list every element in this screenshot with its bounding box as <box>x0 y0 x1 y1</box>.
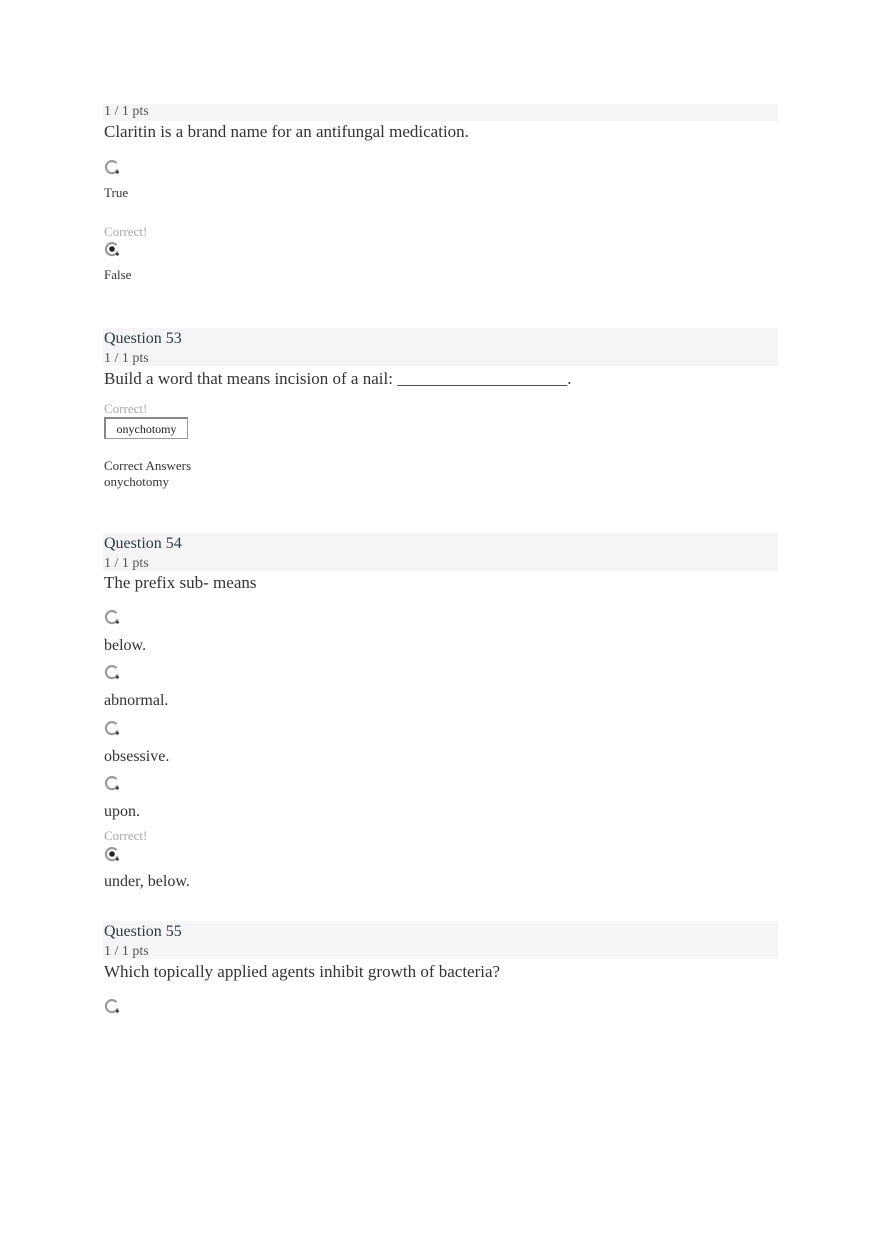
question-text: Which topically applied agents inhibit growth of bacteria? <box>104 962 501 981</box>
question-points: 1 / 1 pts <box>104 104 149 119</box>
question-title: Question 54 <box>104 535 182 552</box>
question-points: 1 / 1 pts <box>104 556 149 571</box>
question-text: Claritin is a brand name for an antifungal medication. <box>104 122 469 141</box>
radio-unselected-icon[interactable] <box>104 609 120 625</box>
question-text: Build a word that means incision of a nail: ____________________. <box>104 369 572 388</box>
radio-unselected-icon[interactable] <box>104 664 120 680</box>
answer-option: abnormal. <box>104 692 169 709</box>
radio-unselected-icon[interactable] <box>104 998 120 1014</box>
correct-label: Correct! <box>104 224 148 239</box>
question-points: 1 / 1 pts <box>104 351 149 366</box>
question-header <box>103 104 778 121</box>
answer-option: obsessive. <box>104 748 170 765</box>
question-header <box>103 921 778 959</box>
answer-option: upon. <box>104 803 140 820</box>
radio-unselected-icon[interactable] <box>104 720 120 736</box>
question-points: 1 / 1 pts <box>104 944 149 959</box>
answer-input[interactable]: onychotomy <box>104 417 188 439</box>
correct-answers-label: Correct Answers <box>104 458 192 473</box>
radio-selected-icon[interactable] <box>104 241 120 257</box>
question-title: Question 55 <box>104 923 182 940</box>
correct-label: Correct! <box>104 828 148 843</box>
radio-unselected-icon[interactable] <box>104 159 120 175</box>
question-text: The prefix sub- means <box>104 573 257 592</box>
correct-label: Correct! <box>104 401 148 416</box>
question-header <box>103 533 778 571</box>
question-header <box>103 328 778 366</box>
answer-option: below. <box>104 637 147 654</box>
answer-option: True <box>104 185 129 200</box>
radio-selected-icon[interactable] <box>104 846 120 862</box>
answer-option: False <box>104 267 132 282</box>
radio-unselected-icon[interactable] <box>104 775 120 791</box>
question-title: Question 53 <box>104 330 182 347</box>
correct-answer-value: onychotomy <box>104 474 169 489</box>
answer-option: under, below. <box>104 873 190 890</box>
